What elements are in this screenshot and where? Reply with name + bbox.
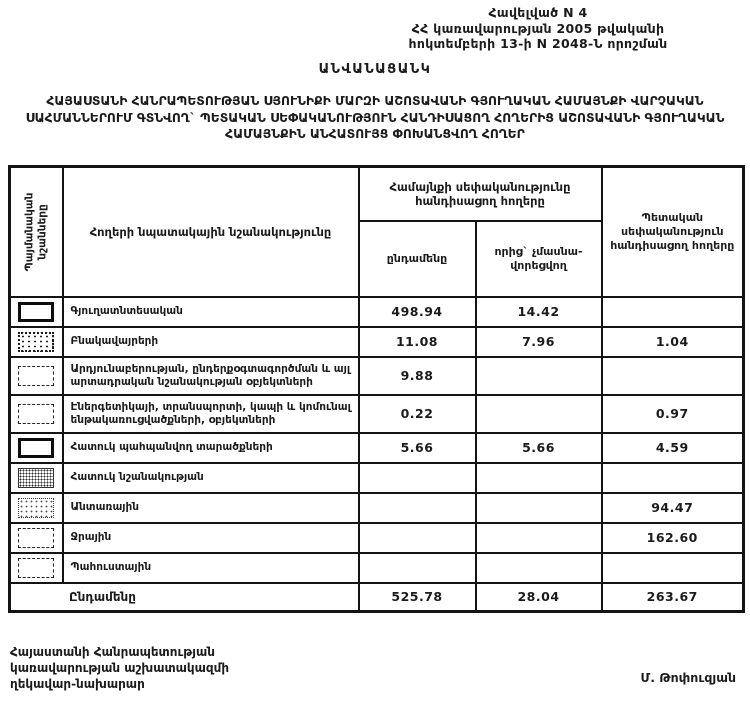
nonprivatized-value — [476, 463, 602, 493]
symbol-cell — [10, 395, 63, 433]
total-row-label: Ընդամենը — [10, 583, 359, 612]
community-total-value: 5.66 — [359, 433, 476, 463]
table-row — [10, 357, 744, 395]
land-transfer-table — [8, 165, 745, 613]
appendix-line-1: Հավելված N 4 — [488, 5, 588, 20]
signature-block-line-2: կառավարության աշխատակազմի — [10, 661, 230, 675]
state-value: 94.47 — [602, 493, 744, 523]
legend-symbol-bold-icon — [18, 438, 54, 458]
column-header-community-total: ընդամենը — [359, 221, 476, 296]
community-total-value — [359, 463, 476, 493]
signature-block-line-3: ղեկավար-նախարար — [10, 677, 145, 691]
legend-symbol-thin-icon — [18, 558, 54, 578]
legend-symbol-bold-icon — [18, 302, 54, 322]
community-total-value — [359, 493, 476, 523]
table-row — [10, 327, 744, 357]
table-row — [10, 395, 744, 433]
land-category-label: Արդյունաբերության, ընդերքօգտագործման և այլ արտադրական նշանակության օբյեկտների — [63, 357, 359, 395]
community-total-value — [359, 523, 476, 553]
legend-symbol-stipple-dense-icon — [18, 468, 54, 488]
column-header-purpose: Հողերի նպատակային նշանակությունը — [63, 167, 359, 297]
state-value — [602, 357, 744, 395]
symbol-cell — [10, 523, 63, 553]
table-row — [10, 493, 744, 523]
table-footer — [10, 583, 744, 612]
community-total-value: 498.94 — [359, 297, 476, 327]
legend-symbol-thin-icon — [18, 404, 54, 424]
column-header-state: Պետական սեփականություն հանդիսացող հողերը — [602, 167, 744, 297]
total-state: 263.67 — [602, 583, 744, 612]
state-value: 1.04 — [602, 327, 744, 357]
land-category-label: Հատուկ պահպանվող տարածքների — [63, 433, 359, 463]
column-header-community-group: Համայնքի սեփականությունը հանդիսացող հողերը — [359, 167, 602, 222]
table-row — [10, 297, 744, 327]
land-category-label: Հատուկ նշանակության — [63, 463, 359, 493]
state-value: 162.60 — [602, 523, 744, 553]
column-header-symbols — [10, 167, 63, 297]
symbol-cell — [10, 357, 63, 395]
community-total-value: 11.08 — [359, 327, 476, 357]
legend-symbol-stipple-light-icon — [18, 498, 54, 518]
table-row — [10, 463, 744, 493]
total-community-total: 525.78 — [359, 583, 476, 612]
symbol-cell — [10, 553, 63, 583]
appendix-line-2: ՀՀ կառավարության 2005 թվականի — [411, 20, 665, 36]
land-category-label: Ջրային — [63, 523, 359, 553]
nonprivatized-value: 14.42 — [476, 297, 602, 327]
state-value — [602, 463, 744, 493]
column-header-nonprivatized: որից` չմասնա-վորեցվող — [476, 221, 602, 296]
nonprivatized-value — [476, 493, 602, 523]
symbol-cell — [10, 493, 63, 523]
land-category-label: Գյուղատնտեսական — [63, 297, 359, 327]
total-row — [10, 583, 744, 612]
nonprivatized-value: 5.66 — [476, 433, 602, 463]
land-category-label: Պահուստային — [63, 553, 359, 583]
symbol-cell — [10, 327, 63, 357]
total-nonprivatized: 28.04 — [476, 583, 602, 612]
signature-block-line-1: Հայաստանի Հանրապետության — [10, 645, 215, 659]
table-row — [10, 433, 744, 463]
legend-symbol-thin-icon — [18, 528, 54, 548]
community-total-value: 0.22 — [359, 395, 476, 433]
signature-block — [10, 644, 229, 692]
land-category-label: Բնակավայրերի — [63, 327, 359, 357]
nonprivatized-value — [476, 553, 602, 583]
signatory-name: Մ. Թոփուզյան — [640, 670, 736, 685]
community-total-value — [359, 553, 476, 583]
nonprivatized-value — [476, 523, 602, 553]
table-row — [10, 553, 744, 583]
table-body — [10, 297, 744, 583]
column-header-symbols-label: Պայմանական նշանները — [23, 192, 49, 272]
state-value: 4.59 — [602, 433, 744, 463]
legend-symbol-thin-icon — [18, 366, 54, 386]
land-category-label: Էներգետիկայի, տրանսպորտի, կապի և կոմունալ ենթակառուցվածքների, օբյեկտների — [63, 395, 359, 433]
appendix-line-3: հոկտեմբերի 13-ի N 2048-Ն որոշման — [408, 36, 668, 51]
state-value: 0.97 — [602, 395, 744, 433]
table-header — [10, 167, 744, 297]
community-total-value: 9.88 — [359, 357, 476, 395]
symbol-cell — [10, 297, 63, 327]
page-subtitle: ՀԱՅԱՍՏԱՆԻ ՀԱՆՐԱՊԵՏՈՒԹՅԱՆ ՍՅՈՒՆԻՔԻ ՄԱՐԶԻ ԱՇՈՏԱՎԱՆԻ ԳՅՈՒՂԱԿԱՆ ՀԱՄԱՅՆՔԻ ՎԱՐՉԱԿԱՆ ՍԱՀՄԱՆՆԵՐՈՒՄ ԳՏՆՎՈՂ` ՊԵՏԱԿԱՆ ՍԵՓԱԿԱՆՈՒԹՅՈՒՆ ՀԱՆԴԻՍԱՑՈՂ ՀՈՂԵՐԻՑ ԱՇՈՏԱՎԱՆԻ ԳՅՈՒՂԱԿԱՆ ՀԱՄԱՅՆՔԻՆ ԱՆՀԱՏՈՒՅՑ ՓՈԽԱՆՑՎՈՂ ՀՈՂԵՐ — [25, 94, 725, 141]
state-value — [602, 297, 744, 327]
legend-symbol-dotted-fill-icon — [18, 332, 54, 352]
symbol-cell — [10, 433, 63, 463]
table-row — [10, 523, 744, 553]
appendix-reference — [378, 5, 698, 52]
page-title: ԱՆՎԱՆԱՑԱՆԿ — [318, 62, 432, 77]
land-category-label: Անտառային — [63, 493, 359, 523]
state-value — [602, 553, 744, 583]
nonprivatized-value — [476, 357, 602, 395]
nonprivatized-value — [476, 395, 602, 433]
nonprivatized-value: 7.96 — [476, 327, 602, 357]
symbol-cell — [10, 463, 63, 493]
